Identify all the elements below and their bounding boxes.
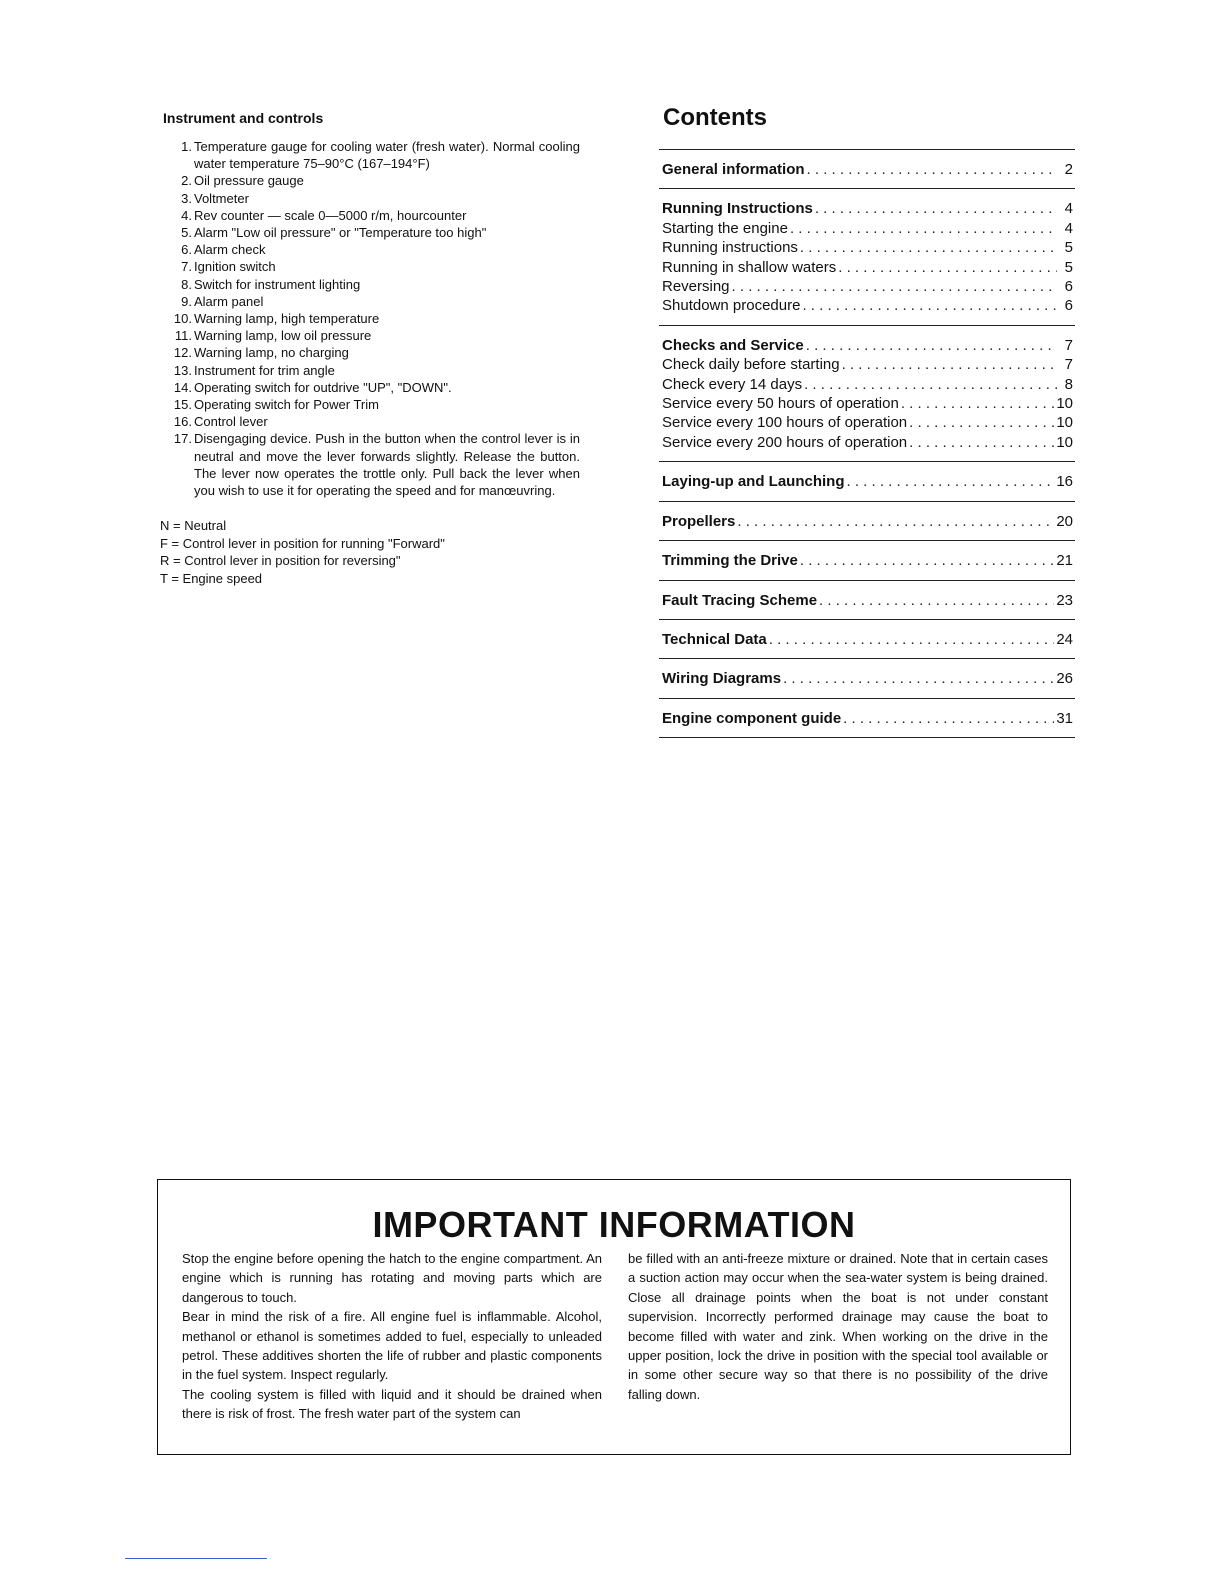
footer-rule [125,1558,267,1559]
toc-page-number: 20 [1056,512,1073,530]
toc-section [659,461,1075,500]
control-list-item [160,258,580,275]
control-list-item [160,362,580,379]
table-of-contents [659,149,1075,738]
toc-entry[interactable] [659,551,1075,570]
control-list-item [160,413,580,430]
toc-entry[interactable] [659,630,1075,649]
control-item-text: Disengaging device. Push in the button when the control lever is in neutral and move the lever forwards slightly. Release the button. The lever now operates the trottle only. Pull back the lever when you wish to use it for operating the speed and for manœuvring. [194,431,580,499]
toc-entry-label: Trimming the Drive [662,552,798,570]
control-item-text: Control lever [194,414,268,430]
control-item-text: Switch for instrument lighting [194,276,361,292]
control-item-number: 6. [181,242,192,258]
controls-list [160,138,580,499]
toc-entry-label: Service every 100 hours of operation [662,414,908,432]
toc-page-number: 5 [1064,258,1073,276]
toc-page-number: 23 [1056,591,1073,609]
toc-page-number: 10 [1056,433,1073,451]
toc-entry[interactable] [659,413,1075,432]
important-info-paragraph: Bear in mind the risk of a fire. All engine fuel is inflammable. Alcohol, methanol or ethanol is sometimes added to fuel, especially to unleaded petrol. These additives shorten the life of rubber and plastic components in the fuel system. Inspect regularly. [182,1309,602,1383]
control-list-item [160,430,580,499]
control-list-item [160,276,580,293]
toc-dot-leader [800,238,1057,257]
important-info-left-column [182,1249,602,1424]
control-item-number: 4. [181,207,192,223]
control-list-item [160,241,580,258]
control-list-item [160,396,580,413]
toc-dot-leader [732,277,1057,296]
toc-entry-label: Reversing [662,278,730,296]
control-list-item [160,172,580,189]
control-list-item [160,310,580,327]
control-item-text: Rev counter — scale 0—5000 r/m, hourcounter [194,207,467,223]
important-info-right-column [628,1249,1048,1404]
toc-dot-leader [800,551,1054,570]
toc-section [659,540,1075,579]
toc-entry-label: Service every 50 hours of operation [662,395,899,413]
toc-page-number: 4 [1064,200,1073,218]
control-item-number: 10. [173,311,192,327]
toc-entry[interactable] [659,160,1075,179]
toc-section [659,501,1075,540]
toc-entry-label: General information [662,161,805,178]
toc-section [659,149,1075,188]
toc-dot-leader [783,669,1054,688]
control-item-text: Instrument for trim angle [194,362,335,378]
important-info-paragraph: The cooling system is filled with liquid and it should be drained when there is risk of frost. The fresh water part of the system can [182,1386,602,1422]
toc-entry[interactable] [659,472,1075,491]
control-item-number: 15. [173,397,192,413]
instrument-controls-section [160,110,580,587]
toc-page-number: 6 [1064,297,1073,315]
control-item-text: Warning lamp, low oil pressure [194,328,372,344]
toc-page-number: 5 [1064,239,1073,257]
toc-dot-leader [807,160,1057,179]
toc-dot-leader [909,433,1054,452]
contents-title: Contents [663,104,767,131]
control-item-number: 2. [181,173,192,189]
toc-entry-label: Running in shallow waters [662,258,837,276]
toc-dot-leader [843,709,1054,728]
control-item-text: Warning lamp, high temperature [194,311,380,327]
instrument-controls-heading: Instrument and controls [163,110,324,126]
toc-page-number: 10 [1056,414,1073,432]
toc-dot-leader [842,355,1057,374]
control-list-item [160,138,580,172]
control-list-item [160,293,580,310]
important-information-box [157,1179,1071,1455]
control-item-text: Alarm "Low oil pressure" or "Temperature too high" [194,225,487,241]
toc-dot-leader [737,512,1054,531]
control-list-item [160,344,580,361]
control-item-text: Alarm check [194,242,266,258]
control-list-item [160,207,580,224]
control-item-text: Alarm panel [194,293,264,309]
toc-entry[interactable] [659,296,1075,315]
toc-entry-label: Running Instructions [662,200,813,218]
toc-page-number: 21 [1056,552,1073,570]
important-info-paragraph: Stop the engine before opening the hatch to the engine compartment. An engine which is running has rotating and moving parts which are dangerous to touch. [182,1251,602,1305]
toc-section [659,698,1075,738]
toc-page-number: 7 [1064,336,1073,354]
toc-section [659,325,1075,461]
control-item-number: 3. [181,190,192,206]
control-list-item [160,379,580,396]
toc-section [659,188,1075,324]
lever-position-legend [160,517,580,587]
legend-item: R = Control lever in position for reversing" [160,553,401,569]
control-item-text: Voltmeter [194,190,249,206]
toc-entry[interactable] [659,512,1075,531]
toc-entry[interactable] [659,199,1075,218]
legend-item: F = Control lever in position for running "Forward" [160,535,445,551]
toc-entry-label: Checks and Service [662,336,804,354]
control-item-number: 9. [181,293,192,309]
toc-page-number: 31 [1056,709,1073,727]
important-info-paragraph: be filled with an anti-freeze mixture or drained. Note that in certain cases a suction action may occur when the sea-water system is being drained. Close all drainage points when the boat is not under constant supervision. Incorrectly performed drainage may cause the boat to become filled with water and zink. When working on the drive in the upper position, lock the drive in position with the special tool available or in some other secure way so that there is no possibility of the drive falling down. [628,1251,1048,1402]
control-item-number: 7. [181,259,192,275]
toc-section [659,658,1075,697]
legend-item: N = Neutral [160,518,227,534]
toc-entry-label: Service every 200 hours of operation [662,433,908,451]
toc-page-number: 16 [1056,473,1073,491]
control-item-number: 8. [181,276,192,292]
control-item-number: 14. [173,379,192,395]
toc-dot-leader [802,296,1057,315]
control-item-text: Warning lamp, no charging [194,345,349,361]
toc-entry-label: Check every 14 days [662,375,803,393]
control-item-text: Temperature gauge for cooling water (fresh water). Normal cooling water temperature 75–90°C (167–194°F) [194,139,580,172]
toc-entry[interactable] [659,375,1075,394]
toc-entry[interactable] [659,394,1075,413]
toc-section [659,580,1075,619]
toc-entry-label: Check daily before starting [662,356,840,374]
control-item-text: Ignition switch [194,259,276,275]
toc-entry[interactable] [659,277,1075,296]
toc-entry[interactable] [659,219,1075,238]
toc-entry-label: Fault Tracing Scheme [662,591,818,609]
toc-dot-leader [790,219,1057,238]
toc-page-number: 6 [1064,278,1073,296]
toc-page-number: 24 [1056,630,1073,648]
important-information-title: IMPORTANT INFORMATION [372,1204,856,1245]
toc-entry[interactable] [659,669,1075,688]
control-item-number: 12. [173,345,192,361]
toc-entry[interactable] [659,258,1075,277]
toc-page-number: 2 [1064,161,1073,178]
toc-entry-label: Propellers [662,512,736,530]
toc-dot-leader [909,413,1054,432]
toc-page-number: 10 [1056,395,1073,413]
toc-entry[interactable] [659,433,1075,452]
control-item-number: 11. [174,328,192,344]
toc-entry-label: Starting the engine [662,219,788,237]
control-list-item [160,190,580,207]
toc-entry[interactable] [659,709,1075,728]
toc-entry-label: Laying-up and Launching [662,473,845,491]
toc-section [659,619,1075,658]
control-item-number: 5. [181,225,192,241]
toc-dot-leader [838,258,1057,277]
control-item-number: 17. [173,431,192,447]
contents-section [659,104,1075,738]
control-item-text: Operating switch for outdrive "UP", "DOWN". [194,379,452,395]
toc-entry[interactable] [659,336,1075,355]
control-item-text: Operating switch for Power Trim [194,397,379,413]
toc-dot-leader [769,630,1055,649]
toc-entry-label: Engine component guide [662,709,842,727]
control-item-number: 16. [173,414,192,430]
toc-entry-label: Wiring Diagrams [662,670,782,688]
control-item-number: 1. [181,139,192,154]
toc-dot-leader [815,199,1057,218]
toc-dot-leader [804,375,1057,394]
legend-item: T = Engine speed [160,570,263,586]
toc-entry[interactable] [659,238,1075,257]
toc-entry-label: Shutdown procedure [662,297,801,315]
toc-dot-leader [819,591,1054,610]
control-list-item [160,327,580,344]
toc-dot-leader [806,336,1057,355]
toc-page-number: 4 [1064,219,1073,237]
toc-entry[interactable] [659,591,1075,610]
toc-page-number: 8 [1064,375,1073,393]
toc-dot-leader [901,394,1055,413]
control-item-number: 13. [173,362,192,378]
control-list-item [160,224,580,241]
control-item-text: Oil pressure gauge [194,173,304,189]
toc-dot-leader [847,472,1055,491]
toc-entry-label: Technical Data [662,630,767,648]
toc-entry-label: Running instructions [662,239,798,257]
toc-page-number: 26 [1056,670,1073,688]
toc-entry[interactable] [659,355,1075,374]
toc-page-number: 7 [1064,356,1073,374]
